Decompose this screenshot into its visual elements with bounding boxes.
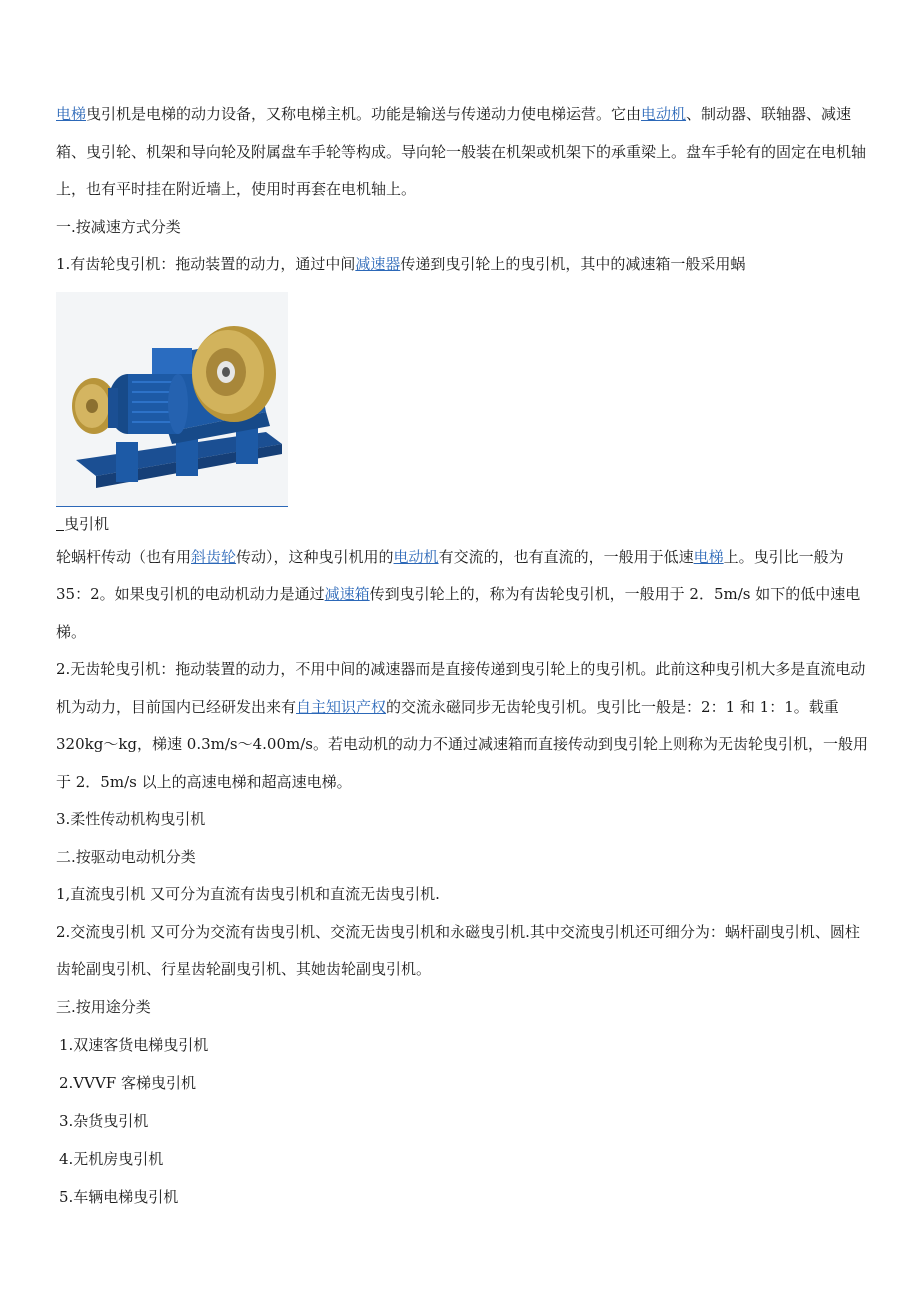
link-gearbox[interactable]: 减速箱 xyxy=(324,585,370,603)
link-motor[interactable]: 电动机 xyxy=(641,105,687,123)
section3-item: 5.车辆电梯曳引机 xyxy=(59,1188,179,1206)
section1-item2: 2.无齿轮曳引机：拖动装置的动力，不用中间的减速器而是直接传递到曳引轮上的曳引机。此前这种曳引机大多是直流电动机为动力，目前国内已经研发出来有自主知识产权的交流永磁同步无齿轮曳引机。曳引比一般是：2：1 和 1：1。载重 320kg～kg，梯速 0.3m/s～4.00m/s。若电动机的动力不通过减速箱而直接传动到曳引轮上则称为无齿轮曳引机，一般用于 2．5m/s 以上的高速电梯和超高速电梯。 xyxy=(56,660,868,791)
section2-item1: 1,直流曳引机 又可分为直流有齿曳引机和直流无齿曳引机. xyxy=(56,885,440,903)
document-body xyxy=(56,96,868,1216)
section3-heading: 三.按用途分类 xyxy=(56,997,151,1016)
link-helical-gear[interactable]: 斜齿轮 xyxy=(191,547,237,566)
link-motor-2[interactable]: 电动机 xyxy=(393,547,439,566)
section1-heading: 一.按减速方式分类 xyxy=(56,217,181,236)
link-elevator[interactable]: 电梯 xyxy=(56,105,87,123)
section3-item: 1.双速客货电梯曳引机 xyxy=(59,1036,209,1054)
link-elevator-2[interactable]: 电梯 xyxy=(693,547,724,566)
image-caption: 曳引机 xyxy=(56,509,868,539)
caption-underline xyxy=(56,516,64,531)
traction-machine-illustration xyxy=(56,292,288,506)
section2-item2: 2.交流曳引机 又可分为交流有齿曳引机、交流无齿曳引机和永磁曳引机.其中交流曳引机还可细分为：蜗杆副曳引机、圆柱齿轮副曳引机、行星齿轮副曳引机、其她齿轮副曳引机。 xyxy=(56,922,860,978)
section1-continuation: 轮蜗杆传动（也有用斜齿轮传动），这种曳引机用的电动机有交流的，也有直流的，一般用于低速电梯上。曳引比一般为 35：2。如果曳引机的电动机动力是通过减速箱传到曳引轮上的，称为有齿轮曳引机，一般用于 2．5m/s 如下的低中速电梯。 xyxy=(56,547,861,641)
section3-item: 2.VVVF 客梯曳引机 xyxy=(59,1074,196,1092)
section3-item: 4.无机房曳引机 xyxy=(59,1150,164,1168)
section1-item3: 3.柔性传动机构曳引机 xyxy=(56,810,206,828)
section1-item1: 1.有齿轮曳引机：拖动装置的动力，通过中间减速器传递到曳引轮上的曳引机，其中的减速箱一般采用蜗 xyxy=(56,255,746,273)
section3-item: 3.杂货曳引机 xyxy=(59,1112,149,1130)
link-ip[interactable]: 自主知识产权 xyxy=(296,697,387,716)
traction-machine-image[interactable] xyxy=(56,292,288,507)
section2-heading: 二.按驱动电动机分类 xyxy=(56,847,196,866)
link-reducer[interactable]: 减速器 xyxy=(355,255,401,273)
intro-paragraph: 电梯曳引机是电梯的动力设备，又称电梯主机。功能是输送与传递动力使电梯运营。它由电动机、制动器、联轴器、减速箱、曳引轮、机架和导向轮及附属盘车手轮等构成。导向轮一般装在机架或机架下的承重梁上。盘车手轮有的固定在电机轴上，也有平时挂在附近墙上，使用时再套在电机轴上。 xyxy=(56,105,867,198)
